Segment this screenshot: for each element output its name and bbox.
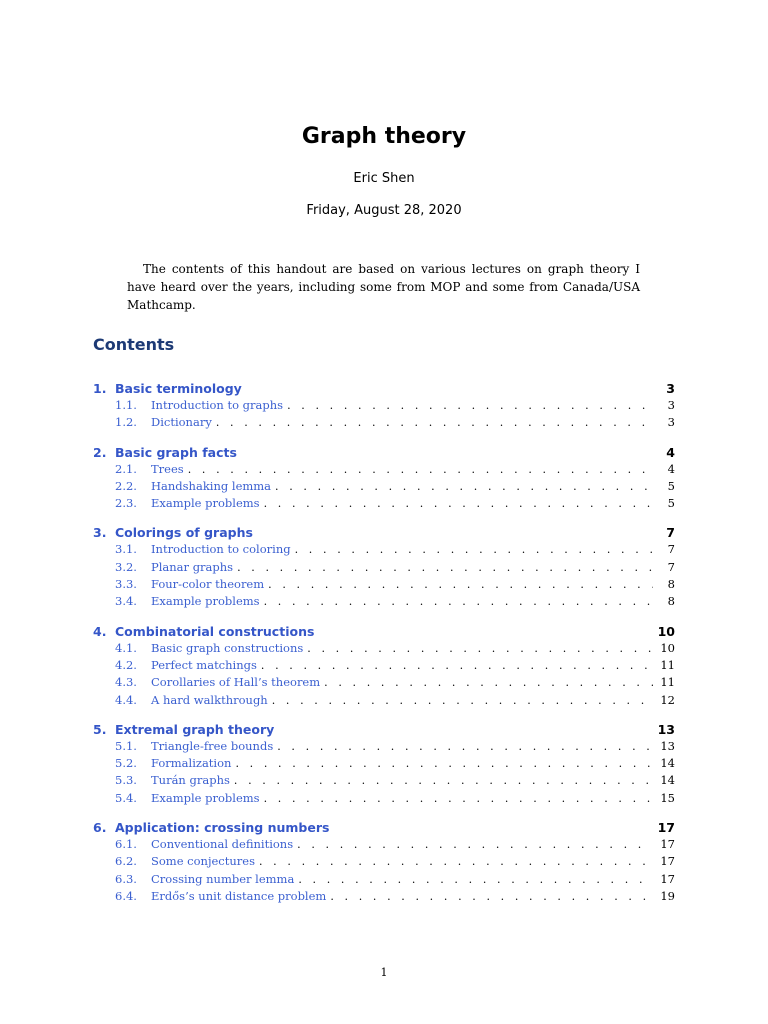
toc-subsection-page: 8 — [667, 577, 675, 592]
toc-subsection-label: Some conjectures — [151, 854, 255, 869]
toc-subsection-number: 3.2. — [115, 559, 137, 574]
toc-subsection-page: 17 — [660, 854, 675, 869]
toc-section — [93, 624, 675, 710]
toc-section-label: Extremal graph theory — [115, 721, 275, 737]
toc-section-link[interactable] — [93, 820, 675, 837]
toc-section-number: 1. — [93, 381, 107, 396]
toc-subsection-label: A hard walkthrough — [151, 692, 268, 707]
toc-subsection-link[interactable] — [93, 594, 675, 611]
toc-subsection-label: Crossing number lemma — [151, 871, 295, 886]
toc-leader-dots — [272, 694, 653, 707]
toc-subsection-number: 5.2. — [115, 756, 137, 771]
toc-subsection-number: 4.4. — [115, 692, 137, 707]
toc-subsection-label: Erdős’s unit distance problem — [151, 888, 327, 903]
toc-subsection-number: 4.1. — [115, 640, 137, 655]
toc-subsection-number: 6.4. — [115, 888, 137, 903]
toc-subsection-page: 10 — [660, 640, 675, 655]
toc-subsection-link[interactable] — [93, 462, 675, 479]
toc-section — [93, 820, 675, 906]
toc-subsection-number: 2.2. — [115, 478, 137, 493]
toc-subsection-number: 3.4. — [115, 594, 137, 609]
toc-subsection-page: 5 — [667, 496, 675, 511]
toc-subsection-link[interactable] — [93, 837, 675, 854]
toc-section-link[interactable] — [93, 445, 675, 462]
document-date: Friday, August 28, 2020 — [306, 203, 462, 218]
toc-subsection-number: 5.4. — [115, 790, 137, 805]
toc-subsection-page: 7 — [667, 542, 675, 557]
toc-subsection-number: 4.3. — [115, 675, 137, 690]
toc-section-number: 3. — [93, 525, 107, 541]
toc-subsection-page: 17 — [660, 837, 675, 852]
toc-section-number: 6. — [93, 820, 107, 836]
toc-subsection-page: 11 — [660, 657, 675, 672]
toc-section-page: 4 — [666, 444, 675, 460]
toc-section-label: Combinatorial constructions — [115, 623, 315, 639]
toc-subsection-number: 1.1. — [115, 398, 137, 412]
toc-subsection-link[interactable] — [93, 693, 675, 710]
toc-subsection-page: 4 — [667, 461, 675, 476]
toc-leader-dots — [237, 561, 653, 574]
toc-subsection-number: 3.3. — [115, 577, 137, 592]
toc-subsection-label: Handshaking lemma — [151, 478, 272, 493]
toc-subsection-label: Formalization — [151, 756, 232, 771]
toc-leader-dots — [264, 595, 653, 608]
toc-section-number: 4. — [93, 623, 107, 639]
toc-subsection-link[interactable] — [93, 773, 675, 790]
toc-subsection-number: 5.1. — [115, 738, 137, 753]
toc-subsection-link[interactable] — [93, 496, 675, 513]
toc-section-number: 5. — [93, 721, 107, 737]
toc-leader-dots — [264, 792, 653, 805]
toc-section-link[interactable] — [93, 624, 675, 641]
page-number: 1 — [380, 966, 388, 979]
toc-section-page: 10 — [657, 623, 675, 639]
toc-subsection-label: Trees — [151, 461, 184, 476]
toc-subsection-label: Conventional definitions — [151, 837, 294, 852]
toc-subsection-label: Four-color theorem — [151, 577, 265, 592]
toc-subsection-page: 14 — [660, 756, 675, 771]
toc-subsection-number: 6.2. — [115, 854, 137, 869]
toc-section — [93, 445, 675, 514]
toc-subsection-label: Planar graphs — [151, 559, 234, 574]
toc-subsection-page: 8 — [667, 594, 675, 609]
toc-section-label: Application: crossing numbers — [115, 820, 330, 836]
toc-subsection-link[interactable] — [93, 756, 675, 773]
toc-section-label: Colorings of graphs — [115, 525, 253, 541]
toc-subsection-label: Introduction to graphs — [151, 398, 284, 412]
toc-leader-dots — [307, 642, 653, 655]
toc-subsection-link[interactable] — [93, 658, 675, 675]
toc-subsection-link[interactable] — [93, 675, 675, 692]
toc-subsection-link[interactable] — [93, 479, 675, 496]
toc-leader-dots — [268, 578, 653, 591]
toc-subsection-number: 3.1. — [115, 542, 137, 557]
toc-subsection-label: Example problems — [151, 496, 260, 511]
toc-leader-dots — [297, 838, 653, 851]
toc-subsection-link[interactable] — [93, 542, 675, 559]
author-name: Eric Shen — [353, 171, 415, 186]
document-title: Graph theory — [301, 124, 467, 149]
toc-section-number: 2. — [93, 444, 107, 460]
toc-subsection-link[interactable] — [93, 791, 675, 808]
toc-subsection-link[interactable] — [93, 889, 675, 906]
toc-subsection-page: 17 — [660, 871, 675, 886]
toc-section-page: 7 — [666, 525, 675, 541]
toc-leader-dots — [287, 399, 653, 412]
toc-subsection-page: 13 — [660, 738, 675, 753]
toc-leader-dots — [234, 774, 653, 787]
toc-subsection-number: 2.1. — [115, 461, 137, 476]
toc-leader-dots — [298, 873, 653, 886]
toc-subsection-page: 3 — [667, 398, 675, 412]
toc-subsection-page: 12 — [660, 692, 675, 707]
toc-subsection-label: Dictionary — [151, 415, 212, 430]
contents-heading: Contents — [93, 335, 175, 354]
toc-section-label: Basic terminology — [115, 381, 242, 396]
toc-leader-dots — [235, 757, 653, 770]
table-of-contents — [93, 381, 675, 918]
toc-leader-dots — [277, 740, 653, 753]
toc-subsection-number: 6.3. — [115, 871, 137, 886]
toc-subsection-label: Example problems — [151, 790, 260, 805]
toc-subsection-link[interactable] — [93, 641, 675, 658]
toc-subsection-page: 5 — [667, 478, 675, 493]
toc-section-page: 13 — [657, 721, 675, 737]
toc-section — [93, 525, 675, 611]
toc-subsection-number: 5.3. — [115, 773, 137, 788]
toc-section-page: 17 — [657, 820, 675, 836]
toc-subsection-link[interactable] — [93, 577, 675, 594]
abstract-paragraph: The contents of this handout are based on various lectures on graph theory I have heard over the years, including some from MOP and some from Canada/USA Mathcamp. — [127, 262, 640, 312]
toc-leader-dots — [324, 676, 653, 689]
toc-section-link[interactable] — [93, 381, 675, 398]
toc-subsection-page: 19 — [660, 888, 675, 903]
toc-subsection-number: 6.1. — [115, 837, 137, 852]
toc-subsection-page: 15 — [660, 790, 675, 805]
toc-section-link[interactable] — [93, 525, 675, 542]
toc-section-page: 3 — [666, 381, 675, 396]
toc-subsection-label: Introduction to coloring — [151, 542, 291, 557]
toc-leader-dots — [188, 463, 653, 476]
toc-subsection-link[interactable] — [93, 415, 675, 432]
toc-section — [93, 381, 675, 433]
toc-subsection-label: Example problems — [151, 594, 260, 609]
toc-leader-dots — [275, 480, 653, 493]
toc-subsection-link[interactable] — [93, 739, 675, 756]
toc-subsection-number: 1.2. — [115, 415, 137, 430]
toc-leader-dots — [261, 659, 653, 672]
toc-subsection-number: 2.3. — [115, 496, 137, 511]
toc-subsection-link[interactable] — [93, 560, 675, 577]
toc-leader-dots — [330, 890, 653, 903]
toc-subsection-page: 11 — [660, 675, 675, 690]
toc-leader-dots — [295, 543, 653, 556]
toc-subsection-page: 3 — [667, 415, 675, 430]
toc-subsection-label: Perfect matchings — [151, 657, 257, 672]
toc-subsection-link[interactable] — [93, 872, 675, 889]
toc-subsection-link[interactable] — [93, 398, 675, 415]
toc-subsection-label: Turán graphs — [151, 773, 230, 788]
toc-subsection-page: 7 — [667, 559, 675, 574]
toc-section-link[interactable] — [93, 722, 675, 739]
toc-subsection-link[interactable] — [93, 854, 675, 871]
toc-leader-dots — [264, 497, 653, 510]
toc-section-label: Basic graph facts — [115, 444, 237, 460]
toc-subsection-label: Corollaries of Hall’s theorem — [151, 675, 321, 690]
toc-section — [93, 722, 675, 808]
toc-leader-dots — [259, 855, 653, 868]
toc-leader-dots — [216, 416, 653, 429]
toc-subsection-label: Triangle-free bounds — [151, 738, 274, 753]
toc-subsection-number: 4.2. — [115, 657, 137, 672]
toc-subsection-label: Basic graph constructions — [151, 640, 304, 655]
toc-subsection-page: 14 — [660, 773, 675, 788]
